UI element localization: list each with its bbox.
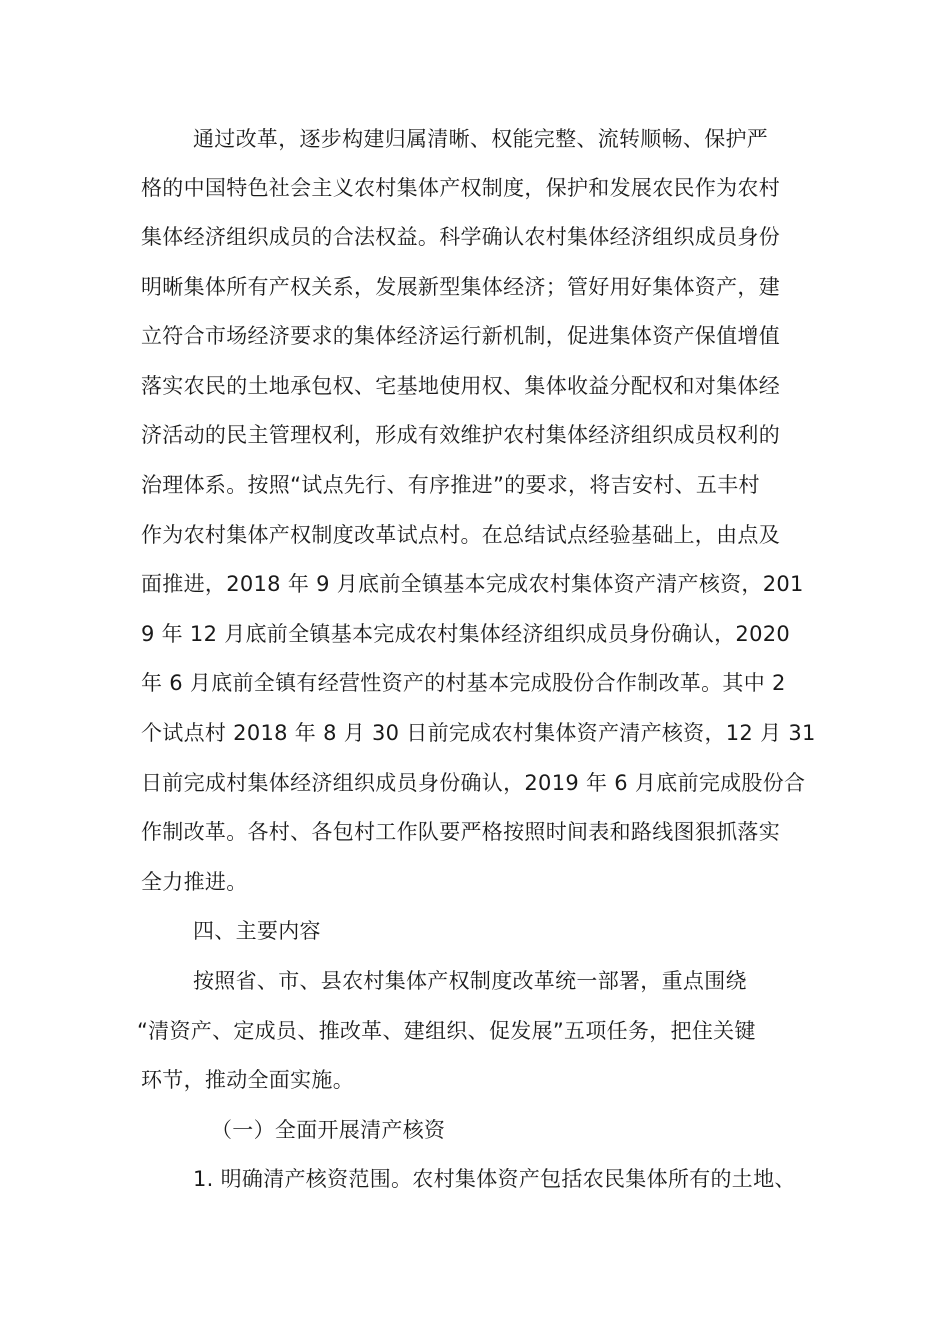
paragraph-line: 通过改革，逐步构建归属清晰、权能完整、流转顺畅、保护严 [193,127,769,151]
numbered-item-line: 1. 明确清产核资范围。农村集体资产包括农民集体所有的土地、 [193,1167,796,1191]
paragraph-line: 全力推进。 [141,870,248,894]
paragraph-line: 作制改革。各村、各包村工作队要严格按照时间表和路线图狠抓落实 [141,820,780,844]
paragraph-line: 作为农村集体产权制度改革试点村。在总结试点经验基础上，由点及 [141,523,780,547]
paragraph-line: 个试点村 2018 年 8 月 30 日前完成农村集体资产清产核资，12 月 31 [141,721,816,745]
paragraph-line: 济活动的民主管理权利，形成有效维护农村集体经济组织成员权利的 [141,423,780,447]
paragraph-line: 立符合市场经济要求的集体经济运行新机制，促进集体资产保值增值 [141,324,780,348]
paragraph-line: 格的中国特色社会主义农村集体产权制度，保护和发展农民作为农村 [141,176,780,200]
paragraph-line: 明晰集体所有产权关系，发展新型集体经济；管好用好集体资产，建 [141,275,780,299]
section-intro-line: 环节，推动全面实施。 [141,1068,354,1092]
paragraph-line: 9 年 12 月底前全镇基本完成农村集体经济组织成员身份确认，2020 [141,622,791,646]
paragraph-line: 治理体系。按照“试点先行、有序推进”的要求，将吉安村、五丰村 [141,473,760,497]
paragraph-line: 面推进，2018 年 9 月底前全镇基本完成农村集体资产清产核资，201 [141,572,804,596]
paragraph-line: 日前完成村集体经济组织成员身份确认，2019 年 6 月底前完成股份合 [141,771,806,795]
section-heading: 四、主要内容 [193,919,321,943]
section-intro-line: “清资产、定成员、推改革、建组织、促发展”五项任务，把住关键 [137,1019,756,1043]
paragraph-line: 集体经济组织成员的合法权益。科学确认农村集体经济组织成员身份 [141,225,780,249]
section-intro-line: 按照省、市、县农村集体产权制度改革统一部署，重点围绕 [193,969,747,993]
subsection-heading: （一）全面开展清产核资 [211,1118,446,1142]
paragraph-line: 年 6 月底前全镇有经营性资产的村基本完成股份合作制改革。其中 2 [141,671,786,695]
paragraph-line: 落实农民的土地承包权、宅基地使用权、集体收益分配权和对集体经 [141,374,780,398]
